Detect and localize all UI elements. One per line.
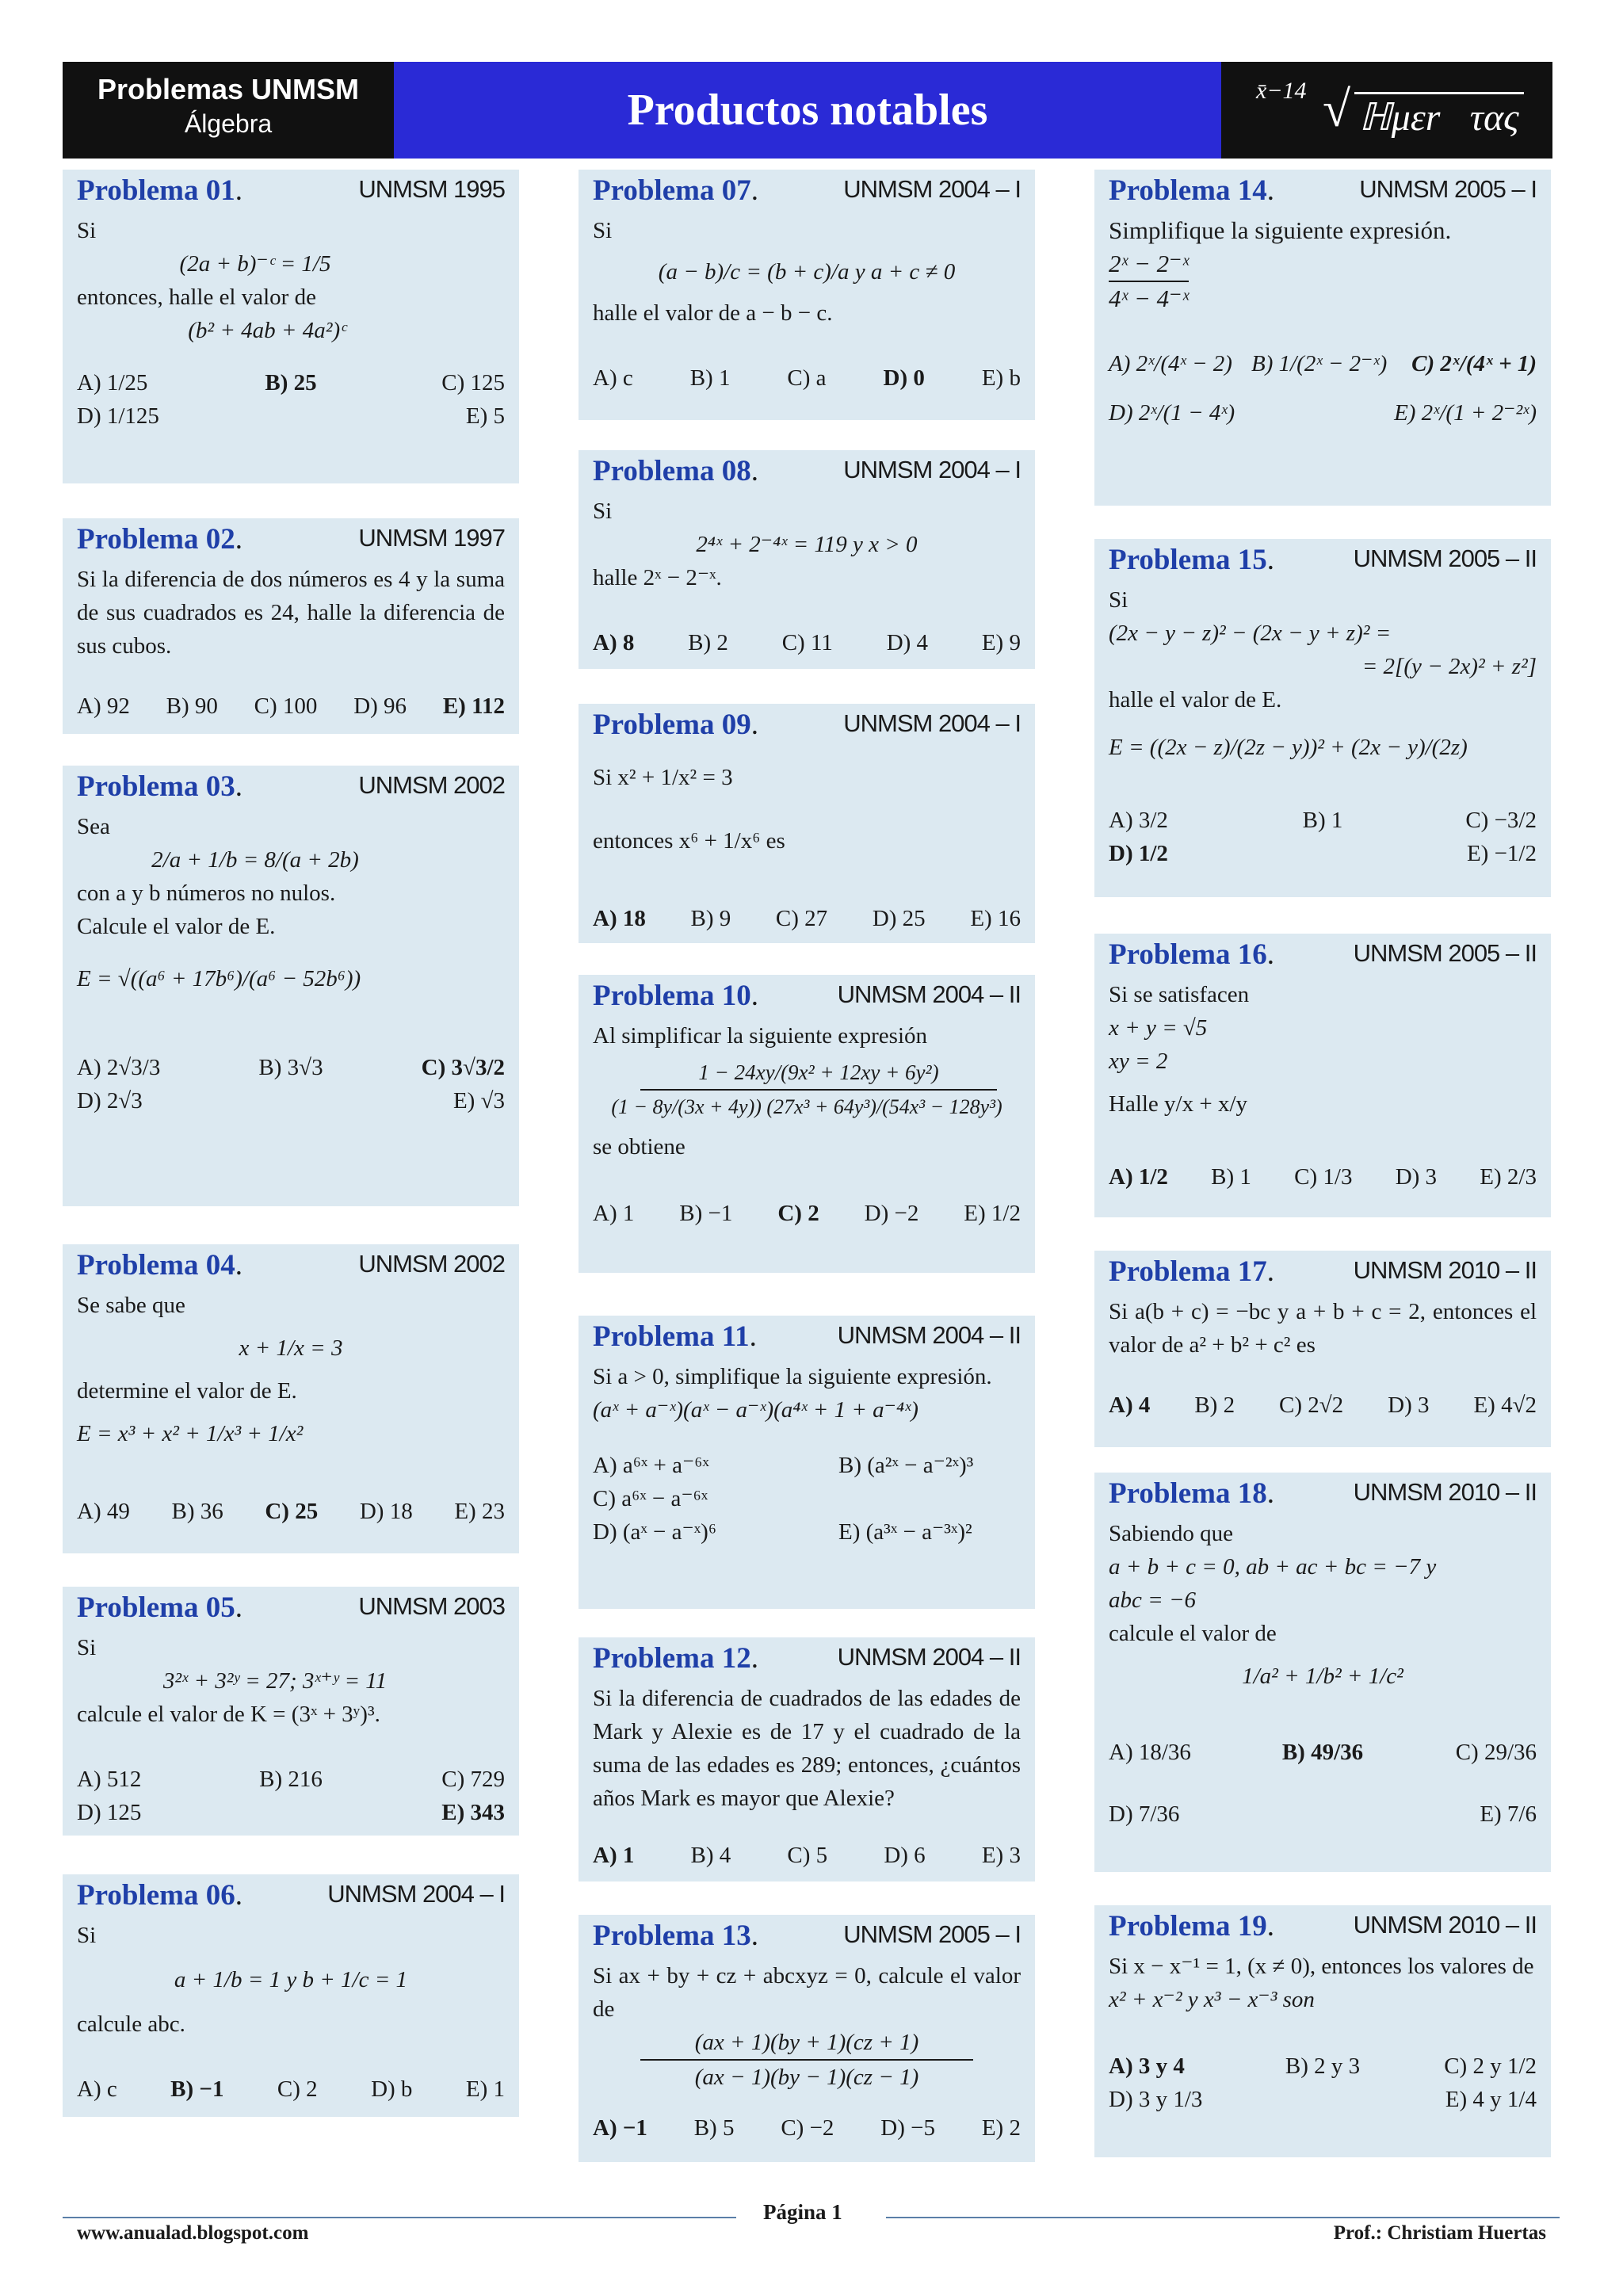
problem-text: Simplifique la siguiente expresión. — [1109, 216, 1452, 244]
problem-formula-denominator: 4ˣ − 4⁻ˣ — [1109, 285, 1190, 312]
problem-formula-denominator: (ax − 1)(by − 1)(cz − 1) — [694, 2065, 919, 2090]
option: D) 1/125 — [77, 403, 159, 429]
option: E) 4 y 1/4 — [1445, 2087, 1537, 2112]
option: D) b — [371, 2076, 413, 2102]
option: A) c — [77, 2076, 117, 2102]
problem-formula: E = ((2x − z)/(2z − y))² + (2x − y)/(2z) — [1109, 735, 1468, 760]
option: B) 216 — [259, 1767, 323, 1792]
problem-text: con a y b números no nulos. — [77, 881, 336, 906]
problem-card-09 — [579, 704, 1035, 943]
option: C) 2 — [277, 2076, 318, 2102]
option: C) 125 — [441, 370, 505, 395]
problem-card-14 — [1094, 170, 1551, 506]
option: D) 96 — [353, 693, 407, 719]
option: C) 2 y 1/2 — [1444, 2053, 1537, 2079]
option: E) 5 — [465, 403, 505, 429]
option: A) 2ˣ/(4ˣ − 2) — [1109, 351, 1232, 376]
problem-title: Problema 18. — [1109, 1477, 1274, 1510]
option-correct: C) 2 — [777, 1201, 819, 1226]
option: A) 3/2 — [1109, 808, 1168, 833]
problem-title: Problema 10. — [593, 980, 758, 1012]
option: A) 92 — [77, 693, 130, 719]
option-correct: A) 18 — [593, 906, 646, 931]
problem-formula: 1 − 24xy/(9x² + 12xy + 6y²) — [640, 1056, 997, 1091]
problem-card-17 — [1094, 1251, 1551, 1447]
problem-text: Si ax + by + cz + abcxyz = 0, calcule el valor de — [593, 1963, 1021, 2022]
option-correct: A) 8 — [593, 630, 635, 655]
option-correct: D) 0 — [883, 365, 925, 391]
problem-source: UNMSM 2004 – I — [843, 175, 1021, 203]
option: E) −1/2 — [1466, 841, 1537, 866]
option: B) 9 — [690, 906, 731, 931]
option: E) √3 — [453, 1088, 505, 1114]
option: D) 3 — [1388, 1392, 1430, 1418]
footer-rule-left — [63, 2217, 736, 2218]
logo-index: x̄−14 — [1256, 78, 1307, 104]
problem-formula: (b² + 4ab + 4a²)ᶜ — [188, 318, 346, 343]
option: B) 2 — [1194, 1392, 1235, 1418]
option-correct: A) 3 y 4 — [1109, 2053, 1185, 2079]
problem-text: halle el valor de a − b − c. — [593, 300, 833, 326]
problem-text: calcule el valor de K = (3ˣ + 3ʸ)³. — [77, 1702, 380, 1727]
option: B) 5 — [693, 2115, 735, 2141]
option: A) a⁶ˣ + a⁻⁶ˣ — [593, 1453, 709, 1478]
problem-formula-numerator: 2ˣ − 2⁻ˣ — [1109, 247, 1189, 282]
option: E) 23 — [454, 1499, 505, 1524]
header-logo — [1221, 62, 1552, 159]
option: C) −3/2 — [1465, 808, 1537, 833]
option: A) 1 — [593, 1201, 635, 1226]
option: D) 18 — [359, 1499, 413, 1524]
answer-options — [1109, 1736, 1537, 1831]
option: E) (a³ˣ − a⁻³ˣ)² — [838, 1519, 972, 1545]
option-correct: B) 25 — [265, 370, 317, 395]
problem-text: Sabiendo que — [1109, 1521, 1234, 1546]
problem-text: halle 2ˣ − 2⁻ˣ. — [593, 565, 722, 590]
option-correct: D) 1/2 — [1109, 841, 1168, 866]
option: A) 1/25 — [77, 370, 148, 395]
answer-options — [1109, 1389, 1537, 1422]
option: D) −5 — [880, 2115, 935, 2141]
option: E) 1/2 — [964, 1201, 1021, 1226]
problem-source: UNMSM 1995 — [358, 175, 505, 203]
answer-options — [593, 902, 1021, 935]
problem-text: calcule el valor de — [1109, 1621, 1277, 1646]
problem-card-05 — [63, 1587, 519, 1836]
problem-title: Problema 03. — [77, 770, 242, 803]
option: B) −1 — [679, 1201, 733, 1226]
answer-options — [1109, 1160, 1537, 1194]
problem-title: Problema 02. — [77, 523, 242, 556]
problem-text: Si a > 0, simplifique la siguiente expresión. — [593, 1364, 992, 1389]
option: D) (aˣ − a⁻ˣ)⁶ — [593, 1519, 716, 1545]
answer-options — [1109, 347, 1537, 430]
problem-card-03 — [63, 766, 519, 1206]
page-header — [63, 62, 1552, 159]
option-correct: A) −1 — [593, 2115, 647, 2141]
problem-title: Problema 19. — [1109, 1910, 1274, 1943]
problem-text: Si — [77, 1635, 97, 1660]
problem-source: UNMSM 1997 — [358, 524, 505, 552]
option-correct: B) −1 — [170, 2076, 224, 2102]
problem-source: UNMSM 2002 — [358, 771, 505, 799]
option: B) 1 — [689, 365, 731, 391]
option-correct: A) 4 — [1109, 1392, 1151, 1418]
problem-card-19 — [1094, 1905, 1551, 2157]
answer-options — [593, 2111, 1021, 2145]
problem-card-11 — [579, 1316, 1035, 1609]
option: D) 125 — [77, 1800, 142, 1825]
option: E) 3 — [981, 1843, 1021, 1868]
answer-options — [77, 1495, 505, 1528]
option: B) 1 — [1302, 808, 1343, 833]
option: E) 7/6 — [1480, 1801, 1537, 1827]
option: C) 29/36 — [1455, 1740, 1537, 1765]
problem-formula: 2/a + 1/b = 8/(a + 2b) — [151, 847, 359, 873]
problem-source: UNMSM 2010 – II — [1353, 1478, 1537, 1506]
option: B) 2 y 3 — [1285, 2053, 1361, 2079]
problem-card-15 — [1094, 539, 1551, 897]
option: E) 9 — [981, 630, 1021, 655]
answer-options — [593, 1839, 1021, 1872]
problem-source: UNMSM 2004 – II — [837, 1321, 1021, 1349]
problem-formula: 3²ˣ + 3²ʸ = 27; 3ˣ⁺ʸ = 11 — [162, 1668, 388, 1694]
problem-card-02 — [63, 518, 519, 734]
answer-options — [77, 2073, 505, 2106]
footer-rule-right — [886, 2217, 1560, 2218]
problem-text: Si — [593, 218, 613, 243]
problem-text: entonces x⁶ + 1/x⁶ es — [593, 828, 785, 854]
problem-card-10 — [579, 975, 1035, 1273]
problem-text: Halle y/x + x/y — [1109, 1091, 1248, 1117]
problem-title: Problema 01. — [77, 174, 242, 207]
problem-source: UNMSM 2004 – II — [837, 980, 1021, 1008]
problem-source: UNMSM 2004 – I — [843, 456, 1021, 483]
problem-title: Problema 16. — [1109, 938, 1274, 971]
problem-text: Si — [593, 499, 613, 524]
problem-formula: 2⁴ˣ + 2⁻⁴ˣ = 119 y x > 0 — [696, 532, 918, 557]
answer-options — [593, 1197, 1021, 1230]
header-subject-box — [63, 62, 394, 159]
problem-title: Problema 17. — [1109, 1255, 1274, 1288]
problem-text: halle el valor de E. — [1109, 687, 1282, 712]
footer-website-link[interactable]: www.anualad.blogspot.com — [77, 2222, 309, 2244]
problem-source: UNMSM 2004 – II — [837, 1643, 1021, 1671]
problem-card-08 — [579, 450, 1035, 669]
option: D) 3 — [1395, 1164, 1438, 1190]
radical-icon: √ — [1323, 81, 1351, 137]
problem-formula: abc = −6 — [1109, 1587, 1197, 1613]
option: C) 5 — [787, 1843, 828, 1868]
option: D) 2√3 — [77, 1088, 143, 1114]
problem-card-13 — [579, 1915, 1035, 2162]
option: E) 4√2 — [1473, 1392, 1537, 1418]
option: D) −2 — [864, 1201, 919, 1226]
page-title: Productos notables — [394, 62, 1221, 159]
page-number: Página 1 — [763, 2200, 842, 2224]
option: C) 729 — [441, 1767, 505, 1792]
option: A) 512 — [77, 1767, 142, 1792]
problem-formula: xy = 2 — [1109, 1049, 1168, 1074]
option: C) 2√2 — [1279, 1392, 1344, 1418]
option: B) 3√3 — [258, 1055, 323, 1080]
answer-options — [593, 626, 1021, 659]
problem-card-04 — [63, 1244, 519, 1553]
problem-formula: (1 − 8y/(3x + 4y)) (27x³ + 64y³)/(54x³ − 128y³) — [611, 1095, 1002, 1118]
problem-formula: (2x − y − z)² − (2x − y + z)² = — [1109, 621, 1392, 646]
problem-formula: E = x³ + x² + 1/x³ + 1/x² — [77, 1421, 304, 1446]
problem-source: UNMSM 2005 – I — [843, 1920, 1021, 1948]
problem-formula: a + b + c = 0, ab + ac + bc = −7 y — [1109, 1554, 1437, 1580]
option: B) (a²ˣ − a⁻²ˣ)³ — [838, 1453, 974, 1478]
problem-title: Problema 12. — [593, 1642, 758, 1675]
option: B) 1 — [1211, 1164, 1251, 1190]
problem-formula: = 2[(y − 2x)² + z²] — [1361, 654, 1537, 679]
problem-source: UNMSM 2004 – I — [843, 709, 1021, 737]
problem-card-01 — [63, 170, 519, 483]
option: C) a — [787, 365, 827, 391]
problem-card-12 — [579, 1637, 1035, 1881]
option: B) 1/(2ˣ − 2⁻ˣ) — [1251, 351, 1388, 376]
answer-options — [1109, 2050, 1537, 2116]
problem-card-16 — [1094, 934, 1551, 1217]
option: C) 27 — [775, 906, 828, 931]
problem-text: calcule abc. — [77, 2011, 185, 2037]
option: D) 2ˣ/(1 − 4ˣ) — [1109, 400, 1235, 426]
problem-source: UNMSM 2003 — [358, 1592, 505, 1620]
option: C) 1/3 — [1294, 1164, 1353, 1190]
option: E) b — [981, 365, 1021, 391]
answer-options — [77, 690, 505, 723]
problem-card-18 — [1094, 1473, 1551, 1872]
problem-formula: E = √((a⁶ + 17b⁶)/(a⁶ − 52b⁶)) — [77, 966, 361, 991]
option: A) 18/36 — [1109, 1740, 1191, 1765]
problem-formula: (2a + b)⁻ᶜ = 1/5 — [179, 251, 331, 277]
problem-formula: x² + x⁻² y x³ − x⁻³ son — [1109, 1987, 1315, 2012]
option-correct: C) 25 — [265, 1499, 319, 1524]
answer-options — [77, 1763, 505, 1829]
option: E) 2ˣ/(1 + 2⁻²ˣ) — [1394, 400, 1537, 426]
problem-text: Sea — [77, 814, 110, 839]
problem-formula: x + y = √5 — [1109, 1015, 1208, 1041]
header-left-subtitle: Álgebra — [184, 109, 273, 138]
option-correct: A) 1/2 — [1109, 1164, 1168, 1190]
problem-text: Si a(b + c) = −bc y a + b + c = 2, entonces el valor de a² + b² + c² es — [1109, 1299, 1537, 1358]
answer-options — [593, 361, 1021, 395]
problem-title: Problema 06. — [77, 1879, 242, 1912]
option: D) 6 — [884, 1843, 926, 1868]
option: D) 4 — [886, 630, 929, 655]
option: D) 25 — [872, 906, 926, 931]
option: A) c — [593, 365, 633, 391]
option-correct: C) a⁶ˣ − a⁻⁶ˣ — [593, 1486, 708, 1511]
option-correct: E) 112 — [442, 693, 505, 719]
problem-source: UNMSM 2005 – II — [1353, 544, 1537, 572]
option-correct: B) 49/36 — [1281, 1740, 1364, 1765]
header-left-title: Problemas UNMSM — [97, 73, 360, 105]
problem-text: Si — [1109, 587, 1128, 613]
problem-title: Problema 05. — [77, 1591, 242, 1624]
problem-source: UNMSM 2005 – II — [1353, 939, 1537, 967]
option: A) 2√3/3 — [77, 1055, 161, 1080]
problem-formula: (a − b)/c = (b + c)/a y a + c ≠ 0 — [658, 259, 956, 285]
problem-text: Si x² + 1/x² = 3 — [593, 765, 733, 790]
option: A) 49 — [77, 1499, 130, 1524]
option: B) 36 — [171, 1499, 223, 1524]
problem-source: UNMSM 2010 – II — [1353, 1911, 1537, 1939]
problem-text: entonces, halle el valor de — [77, 285, 316, 310]
problem-card-07 — [579, 170, 1035, 420]
problem-text: Si la diferencia de cuadrados de las edades de Mark y Alexie es de 17 y el cuadrado de la suma de las edades es 289; entonces, ¿cuántos años Mark es mayor que Alexie? — [593, 1686, 1021, 1811]
problem-card-06 — [63, 1874, 519, 2117]
problem-text: Si — [77, 1923, 97, 1948]
option: C) 11 — [781, 630, 833, 655]
problem-formula: 1/a² + 1/b² + 1/c² — [1242, 1664, 1403, 1689]
problem-formula-numerator: (ax + 1)(by + 1)(cz + 1) — [640, 2026, 973, 2061]
problem-source: UNMSM 2004 – I — [327, 1880, 505, 1908]
option: B) 2 — [688, 630, 728, 655]
option: E) 1 — [465, 2076, 505, 2102]
option-correct: E) 343 — [441, 1800, 505, 1825]
problem-title: Problema 04. — [77, 1249, 242, 1282]
footer-author: Prof.: Christiam Huertas — [1333, 2222, 1546, 2244]
option: E) 2/3 — [1480, 1164, 1537, 1190]
option: B) 90 — [166, 693, 218, 719]
problem-text: Se sabe que — [77, 1293, 185, 1318]
option: C) −2 — [781, 2115, 834, 2141]
problem-source: UNMSM 2010 – II — [1353, 1256, 1537, 1284]
answer-options — [1109, 804, 1537, 870]
option: B) 4 — [690, 1843, 731, 1868]
problem-formula: a + 1/b = 1 y b + 1/c = 1 — [174, 1967, 408, 1992]
problem-text: determine el valor de E. — [77, 1378, 297, 1404]
problem-source: UNMSM 2005 – I — [1359, 175, 1537, 203]
problem-text: Calcule el valor de E. — [77, 914, 276, 939]
option: D) 3 y 1/3 — [1109, 2087, 1203, 2112]
problem-text: Si la diferencia de dos números es 4 y la suma de sus cuadrados es 24, halle la diferencia de sus cubos. — [77, 567, 505, 659]
option: C) 100 — [254, 693, 318, 719]
logo-word: ℍμεr⃗τας — [1354, 92, 1524, 142]
option-correct: C) 3√3/2 — [421, 1055, 505, 1080]
problem-text: Si se satisfacen — [1109, 982, 1250, 1007]
problem-title: Problema 11. — [593, 1320, 757, 1353]
problem-text: Si — [77, 218, 97, 243]
option-correct: A) 1 — [593, 1843, 635, 1868]
option: D) 7/36 — [1109, 1801, 1180, 1827]
problem-text: se obtiene — [593, 1134, 685, 1159]
answer-options — [77, 1051, 505, 1117]
answer-options — [77, 366, 505, 433]
problem-title: Problema 07. — [593, 174, 758, 207]
option: E) 16 — [970, 906, 1021, 931]
option: E) 2 — [981, 2115, 1021, 2141]
problem-text: Si x − x⁻¹ = 1, (x ≠ 0), entonces los valores de — [1109, 1954, 1534, 1979]
problem-title: Problema 09. — [593, 709, 758, 741]
problem-title: Problema 08. — [593, 455, 758, 487]
problem-source: UNMSM 2002 — [358, 1250, 505, 1278]
problem-title: Problema 15. — [1109, 544, 1274, 576]
problem-title: Problema 13. — [593, 1920, 758, 1952]
option-correct: C) 2ˣ/(4ˣ + 1) — [1411, 351, 1537, 376]
answer-options — [593, 1449, 1021, 1549]
problem-formula: (aˣ + a⁻ˣ)(aˣ − a⁻ˣ)(a⁴ˣ + 1 + a⁻⁴ˣ) — [593, 1397, 918, 1423]
problem-text: Al simplificar la siguiente expresión — [593, 1023, 928, 1049]
problem-formula: x + 1/x = 3 — [239, 1335, 343, 1361]
problem-title: Problema 14. — [1109, 174, 1274, 207]
